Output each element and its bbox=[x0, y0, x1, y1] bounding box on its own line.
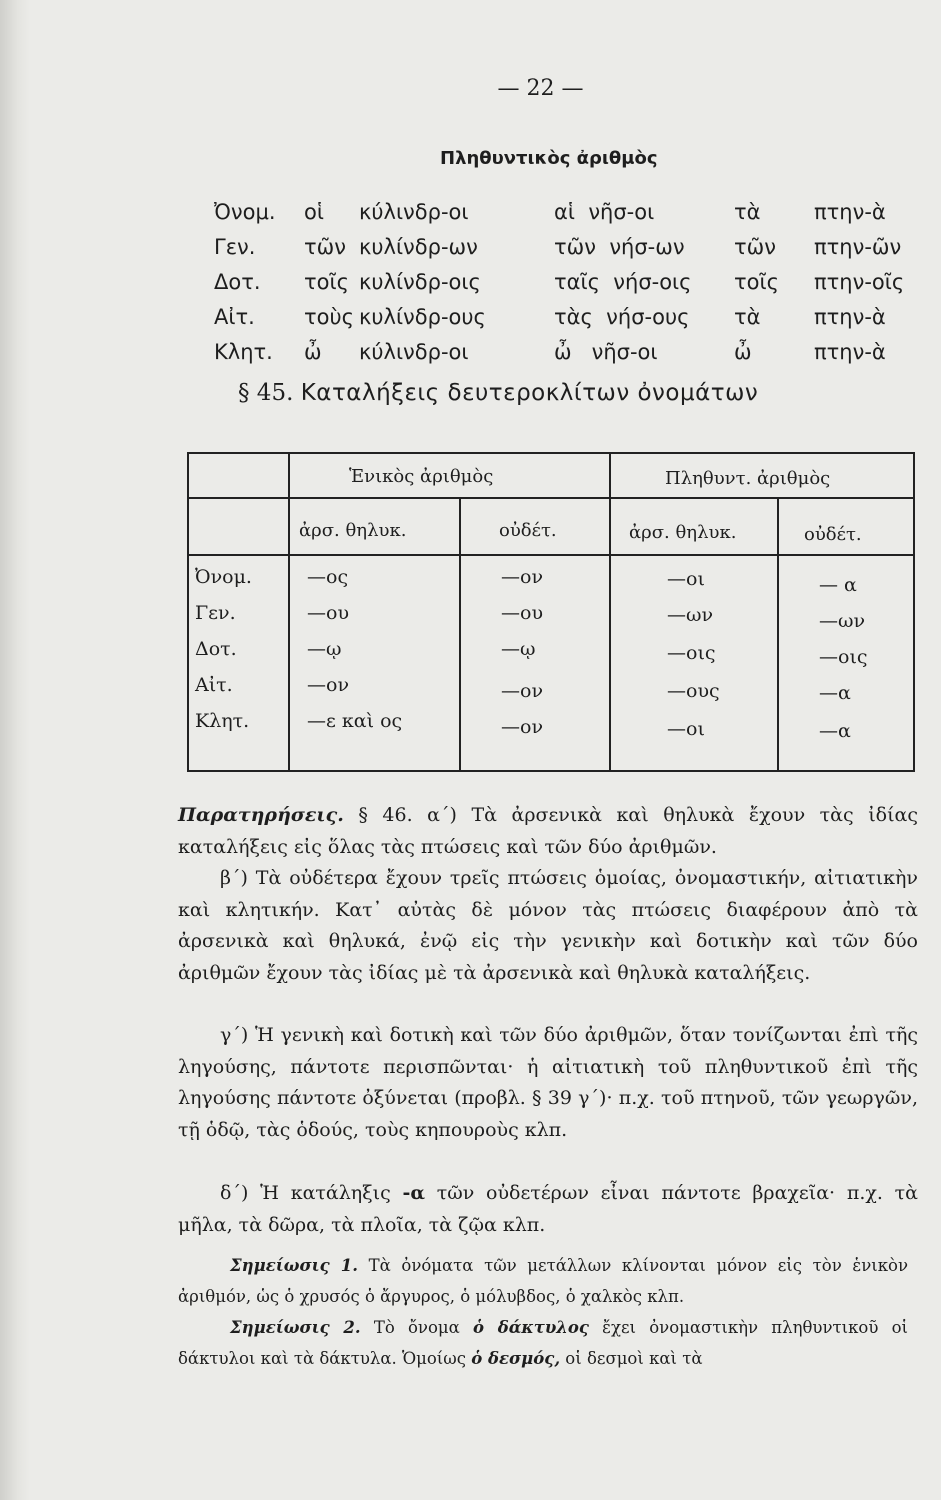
header-plural: Πληθυντ. ἀριθμὸς bbox=[665, 468, 831, 489]
word-form: νήσ-οις bbox=[613, 270, 692, 294]
header-singular: Ἑνικὸς ἀριθμὸς bbox=[349, 466, 494, 487]
ending-cell: —ων bbox=[819, 610, 866, 632]
article: τὰς bbox=[554, 305, 593, 329]
article-word bbox=[554, 340, 658, 364]
article-word bbox=[554, 305, 689, 329]
ending-cell: —οις bbox=[667, 642, 716, 664]
case-label: Ὀνομ. bbox=[214, 200, 276, 224]
word-form: νῆσ-οι bbox=[591, 340, 658, 364]
article: τῶν bbox=[554, 235, 596, 259]
article: ὦ bbox=[734, 340, 752, 364]
ending-cell: —ῳ bbox=[307, 638, 342, 660]
note-lead: Σημείωσις 2. bbox=[230, 1318, 361, 1337]
article-word bbox=[554, 200, 654, 224]
article: ὦ bbox=[304, 340, 322, 364]
note-text: ἔχει ὀνομαστικὴν πληθυντικοῦ οἱ δάκτυλοι καὶ τὰ δάκτυλα. Ὁμοίως bbox=[178, 1318, 908, 1368]
observation-text: γ´) Ἡ γενικὴ καὶ δοτικὴ καὶ τῶν δύο ἀριθμῶν, ὅταν τονίζωνται ἐπὶ τῆς ληγούσης, πάντοτε περισπῶνται· ἡ αἰτιατικὴ τοῦ πληθυντικοῦ ἐπὶ τῆς ληγούσης πάντοτε ὀξύνεται (προβλ. § 39 γ´)· π.χ. τοῦ πτηνοῦ, τῶν γεωργῶν, τῇ ὁδῷ, τὰς ὁδούς, τοὺς κηπουροὺς κλπ. bbox=[178, 1024, 918, 1141]
declension-row bbox=[214, 340, 914, 375]
ending-cell: —οις bbox=[819, 646, 868, 668]
ending-cell: —ου bbox=[307, 602, 349, 624]
declension-row bbox=[214, 235, 914, 270]
note-text: οἱ δεσμοὶ καὶ τὰ bbox=[560, 1349, 703, 1368]
observation-text: § 46. α´) Τὰ ἀρσενικὰ καὶ θηλυκὰ ἔχουν τὰς ἰδίας καταλήξεις εἰς ὅλας τὰς πτώσεις καὶ τῶν δύο ἀριθμῶν. bbox=[178, 804, 919, 858]
table-rule bbox=[777, 499, 779, 770]
case-label: Κλητ. bbox=[195, 710, 250, 732]
page-edge bbox=[0, 0, 30, 1500]
observation-b bbox=[178, 863, 918, 989]
word-form: πτην-οῖς bbox=[814, 270, 905, 294]
note-text: Τὸ ὄνομα bbox=[360, 1318, 473, 1337]
word-form: κύλινδρ-οι bbox=[359, 200, 469, 224]
table-rule bbox=[459, 499, 461, 770]
case-label: Γεν. bbox=[195, 602, 236, 624]
ending-cell: —ου bbox=[501, 602, 543, 624]
ending-cell: —ῳ bbox=[501, 638, 536, 660]
note-emphasis: ὁ δεσμός, bbox=[471, 1349, 561, 1368]
article: ταῖς bbox=[554, 270, 600, 294]
table-rule bbox=[189, 554, 913, 556]
ending-cell: —ον bbox=[501, 680, 543, 702]
observation-c bbox=[178, 1020, 918, 1146]
word-form: κυλίνδρ-οις bbox=[359, 270, 481, 294]
table-rule bbox=[189, 497, 913, 499]
observation-text: β´) Τὰ οὐδέτερα ἔχουν τρεῖς πτώσεις ὁμοίας, ὀνομαστικήν, αἰτιατικὴν καὶ κλητικήν. Κατ᾽ αὐτὰς δὲ μόνον τὰς πτώσεις διαφέρουν ἀπὸ τὰ ἀρσενικὰ καὶ θηλυκά, ἐνῷ εἰς τὴν γενικὴν καὶ δοτικὴν καὶ τῶν δύο ἀριθμῶν ἔχουν τὰς ἰδίας μὲ τὰ ἀρσενικὰ καὶ θηλυκὰ καταλήξεις. bbox=[178, 867, 918, 984]
observation-text: δ´) Ἡ κατάληξις bbox=[220, 1182, 403, 1204]
section-title: Καταλήξεις δευτεροκλίτων ὀνομάτων bbox=[300, 380, 759, 406]
case-label: Ὀνομ. bbox=[195, 566, 252, 588]
header-masc-fem: ἀρσ. θηλυκ. bbox=[299, 520, 407, 541]
ending-cell: —ον bbox=[307, 674, 349, 696]
case-label: Γεν. bbox=[214, 235, 256, 259]
article-word bbox=[554, 270, 692, 294]
observations-lead: Παρατηρήσεις. bbox=[178, 804, 344, 826]
page-number: — 22 — bbox=[497, 76, 584, 101]
observation-text: τῶν οὐδετέρων εἶναι πάντοτε βραχεῖα· π.χ. τὰ μῆλα, τὰ δῶρα, τὰ πλοῖα, τὰ ζῷα κλπ. bbox=[178, 1182, 918, 1236]
header-neuter: οὐδέτ. bbox=[499, 520, 557, 541]
plural-title: Πληθυντικὸς ἀριθμὸς bbox=[440, 148, 658, 169]
article: τοὺς bbox=[304, 305, 354, 329]
note-1 bbox=[178, 1250, 908, 1312]
article: τοῖς bbox=[304, 270, 349, 294]
header-masc-fem: ἀρσ. θηλυκ. bbox=[629, 522, 737, 543]
article-word bbox=[554, 235, 685, 259]
note-2 bbox=[178, 1312, 908, 1374]
article: οἱ bbox=[304, 200, 324, 224]
ending-emphasis: -α bbox=[402, 1182, 425, 1204]
table-rule bbox=[288, 454, 290, 770]
observation-d bbox=[178, 1178, 918, 1241]
note-lead: Σημείωσις 1. bbox=[230, 1256, 359, 1275]
ending-cell: —οι bbox=[667, 718, 705, 740]
case-label: Αἰτ. bbox=[214, 305, 255, 329]
article: τῶν bbox=[304, 235, 346, 259]
section-number: § 45. bbox=[238, 380, 294, 406]
declension-row bbox=[214, 305, 914, 340]
section-heading bbox=[238, 380, 758, 406]
observation-a bbox=[178, 800, 918, 863]
article: αἱ bbox=[554, 200, 575, 224]
ending-cell: —ους bbox=[667, 680, 720, 702]
word-form: νήσ-ους bbox=[606, 305, 690, 329]
ending-cell: —α bbox=[819, 682, 851, 704]
note-text: Τὰ ὀνόματα τῶν μετάλλων κλίνονται μόνον εἰς τὸν ἑνικὸν ἀριθμόν, ὡς ὁ χρυσός ὁ ἄργυρος, ὁ μόλυβδος, ὁ χαλκὸς κλπ. bbox=[178, 1256, 908, 1306]
word-form: κυλίνδρ-ους bbox=[359, 305, 486, 329]
article: τῶν bbox=[734, 235, 776, 259]
ending-cell: —ων bbox=[667, 604, 714, 626]
word-form: πτην-ῶν bbox=[814, 235, 902, 259]
article: τοῖς bbox=[734, 270, 779, 294]
word-form: πτην-ὰ bbox=[814, 305, 886, 329]
table-rule bbox=[609, 454, 611, 770]
word-form: πτην-ὰ bbox=[814, 340, 886, 364]
ending-cell: — α bbox=[819, 574, 857, 596]
ending-cell: —ος bbox=[307, 566, 349, 588]
ending-cell: —α bbox=[819, 720, 851, 742]
endings-table bbox=[187, 452, 915, 772]
case-label: Δοτ. bbox=[195, 638, 237, 660]
article: τὰ bbox=[734, 200, 761, 224]
declension-row bbox=[214, 200, 914, 235]
word-form: κύλινδρ-οι bbox=[359, 340, 469, 364]
word-form: κυλίνδρ-ων bbox=[359, 235, 478, 259]
word-form: νῆσ-οι bbox=[588, 200, 655, 224]
ending-cell: —οι bbox=[667, 568, 705, 590]
case-label: Δοτ. bbox=[214, 270, 261, 294]
word-form: πτην-ὰ bbox=[814, 200, 886, 224]
ending-cell: —ον bbox=[501, 566, 543, 588]
case-label: Κλητ. bbox=[214, 340, 273, 364]
plural-declension-table bbox=[214, 200, 914, 375]
header-neuter: οὐδέτ. bbox=[804, 524, 862, 545]
word-form: νήσ-ων bbox=[609, 235, 685, 259]
ending-cell: —ε καὶ ος bbox=[307, 710, 403, 732]
declension-row bbox=[214, 270, 914, 305]
ending-cell: —ον bbox=[501, 716, 543, 738]
note-emphasis: ὁ δάκτυλος bbox=[472, 1318, 589, 1337]
article: τὰ bbox=[734, 305, 761, 329]
case-label: Αἰτ. bbox=[195, 674, 233, 696]
article: ὦ bbox=[554, 340, 572, 364]
